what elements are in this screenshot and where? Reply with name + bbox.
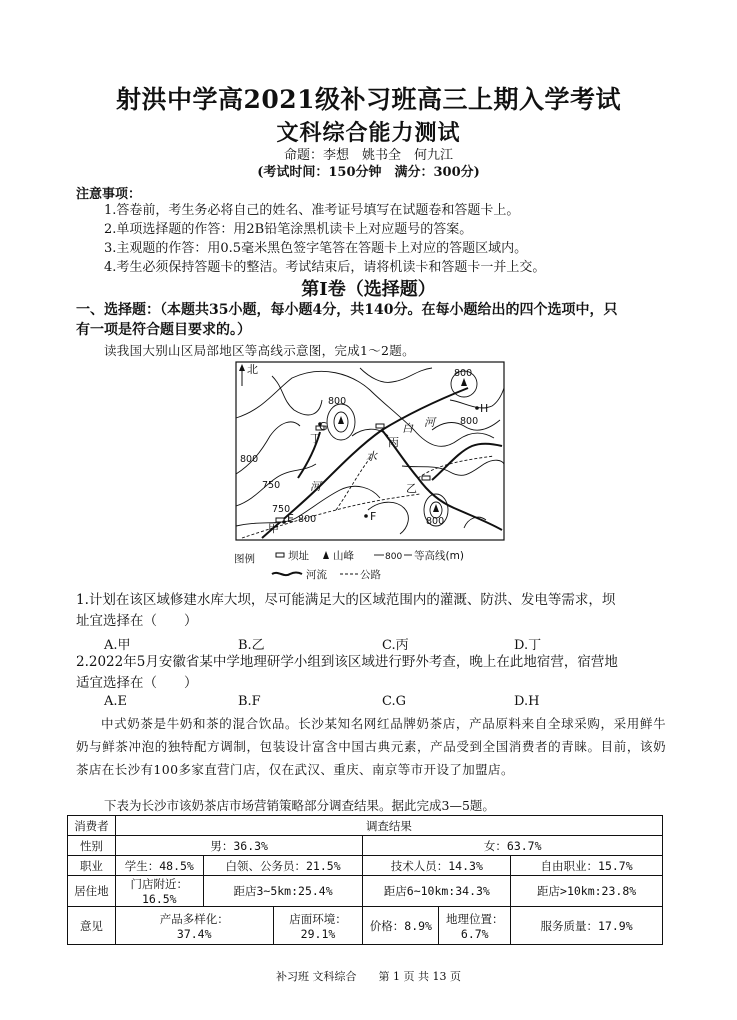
- section-instruction: 一、选择题：（本题共35小题，每小题4分，共140分。在每小题给出的四个选项中，只 有一项是符合题目要求的。）: [76, 302, 618, 338]
- peak-icon: [323, 551, 329, 559]
- river-label: 水: [366, 450, 377, 463]
- table-cell: 男：36.3%: [115, 836, 363, 856]
- table-cell: 地理位置： 6.7%: [439, 907, 511, 945]
- river-label: 河: [424, 416, 435, 429]
- table-cell: 调查结果: [115, 816, 662, 836]
- table-cell: 自由职业：15.7%: [511, 856, 663, 876]
- contour-map: [232, 360, 507, 582]
- contour-label: 800: [328, 396, 347, 407]
- point-label: H: [480, 402, 489, 415]
- contour-label: 800: [426, 516, 445, 527]
- contour-label: 800: [298, 514, 317, 525]
- table-intro: 下表为长沙市该奶茶店市场营销策略部分调查结果。据此完成3—5题。: [104, 798, 495, 813]
- table-row: [68, 836, 663, 856]
- legend-peak: 山峰: [333, 550, 354, 562]
- point-label: E: [287, 512, 294, 525]
- map-intro: 读我国大别山区局部地区等高线示意图，完成1～2题。: [104, 343, 415, 358]
- table-row: [68, 856, 663, 876]
- legend-contour: 等高线(m): [414, 550, 464, 562]
- table-cell: 服务质量：17.9%: [511, 907, 663, 945]
- table-cell: 技术人员：14.3%: [363, 856, 511, 876]
- q2-option-a: A.E: [104, 694, 128, 709]
- legend-dam: 坝址: [288, 550, 309, 562]
- table-cell: 距店6~10km:34.3%: [363, 876, 511, 907]
- notes-heading: 注意事项：: [76, 187, 142, 202]
- river-label: 河: [310, 480, 321, 493]
- q2-option-d: D.H: [514, 694, 540, 709]
- table-cell: 性别: [68, 836, 116, 856]
- table-row: [68, 876, 663, 907]
- river-icon: [272, 573, 302, 576]
- table-cell: 白领、公务员：21.5%: [203, 856, 363, 876]
- contour-label: 800: [454, 368, 473, 379]
- exam-subtitle: 文科综合能力测试: [276, 120, 461, 146]
- table-cell: 门店附近：16.5%: [115, 876, 203, 907]
- page-footer: 补习班 文科综合 第 1 页 共 13 页: [276, 970, 461, 983]
- legend-label: 图例: [234, 553, 255, 565]
- contour-label: 750: [272, 504, 291, 515]
- contour-label: 800: [460, 416, 479, 427]
- note-item: 4.考生必须保持答题卡的整洁。考试结束后，请将机读卡和答题卡一并上交。: [104, 260, 546, 275]
- table-cell: 距店>10km:23.8%: [511, 876, 663, 907]
- exam-time-line: (考试时间：150分钟 满分：300分): [257, 165, 480, 180]
- point-label: 丙: [388, 436, 399, 449]
- point-label: 乙: [406, 482, 417, 495]
- table-cell: 女：63.7%: [363, 836, 663, 856]
- legend-contour-sample: 800: [385, 552, 403, 562]
- table-cell: 居住地: [68, 876, 116, 907]
- q1-option-d: D.丁: [514, 638, 542, 653]
- q2-option-b: B.F: [238, 694, 261, 709]
- contour-label: 750: [262, 480, 281, 491]
- river-label: 白: [402, 422, 413, 435]
- table-row: [68, 816, 663, 836]
- table-cell: 店面环境：29.1%: [273, 907, 363, 945]
- table-cell: 意见: [68, 907, 116, 945]
- point-label: 甲: [268, 522, 279, 535]
- note-item: 3.主观题的作答：用0.5毫米黑色签字笔答在答题卡上对应的答题区域内。: [104, 241, 528, 256]
- point-label: F: [370, 510, 377, 523]
- north-label: 北: [247, 363, 258, 376]
- authors-line: 命题：李想 姚书全 何九江: [283, 148, 453, 163]
- table-cell: 产品多样化： 37.4%: [115, 907, 273, 945]
- question-1: 1.计划在该区域修建水库大坝，尽可能满足大的区域范围内的灌溉、防洪、发电等需求，坝 址宜选择在（ ）: [76, 592, 616, 629]
- table-cell: 消费者: [68, 816, 116, 836]
- table-cell: 价格：8.9%: [363, 907, 439, 945]
- table-row: [68, 907, 663, 945]
- q1-option-b: B.乙: [238, 638, 265, 653]
- table-cell: 距店3~5km:25.4%: [203, 876, 363, 907]
- question-2: 2.2022年5月安徽省某中学地理研学小组到该区域进行野外考查，晚上在此地宿营，宿营地 适宜选择在（ ）: [76, 654, 618, 691]
- exam-title: 射洪中学高2021级补习班高三上期入学考试: [115, 85, 622, 114]
- q1-option-c: C.丙: [382, 638, 409, 653]
- point-label: G: [319, 420, 328, 433]
- q1-option-a: A.甲: [104, 638, 131, 653]
- legend-road: 公路: [360, 569, 381, 581]
- point-label: 丁: [310, 432, 321, 445]
- table-cell: 职业: [68, 856, 116, 876]
- survey-table: [67, 815, 663, 945]
- legend-river: 河流: [306, 569, 327, 581]
- note-item: 1.答卷前，考生务必将自己的姓名、准考证号填写在试题卷和答题卡上。: [104, 203, 520, 218]
- dam-icon: [276, 553, 284, 557]
- contour-label: 800: [240, 454, 259, 465]
- note-item: 2.单项选择题的作答：用2B铅笔涂黑机读卡上对应题号的答案。: [104, 222, 473, 237]
- material-text: 中式奶茶是牛奶和茶的混合饮品。长沙某知名网红品牌奶茶店，产品原料来自全球采购，采用鲜牛奶与鲜茶冲泡的独特配方调制，包装设计富含中国古典元素，产品受到全国消费者的青睐。目前，该奶茶店在长沙有100多家直营门店，仅在武汉、重庆、南京等市开设了加盟店。: [76, 716, 666, 777]
- section-title: 第Ⅰ卷（选择题）: [301, 279, 436, 300]
- q2-option-c: C.G: [382, 694, 407, 709]
- table-cell: 学生：48.5%: [115, 856, 203, 876]
